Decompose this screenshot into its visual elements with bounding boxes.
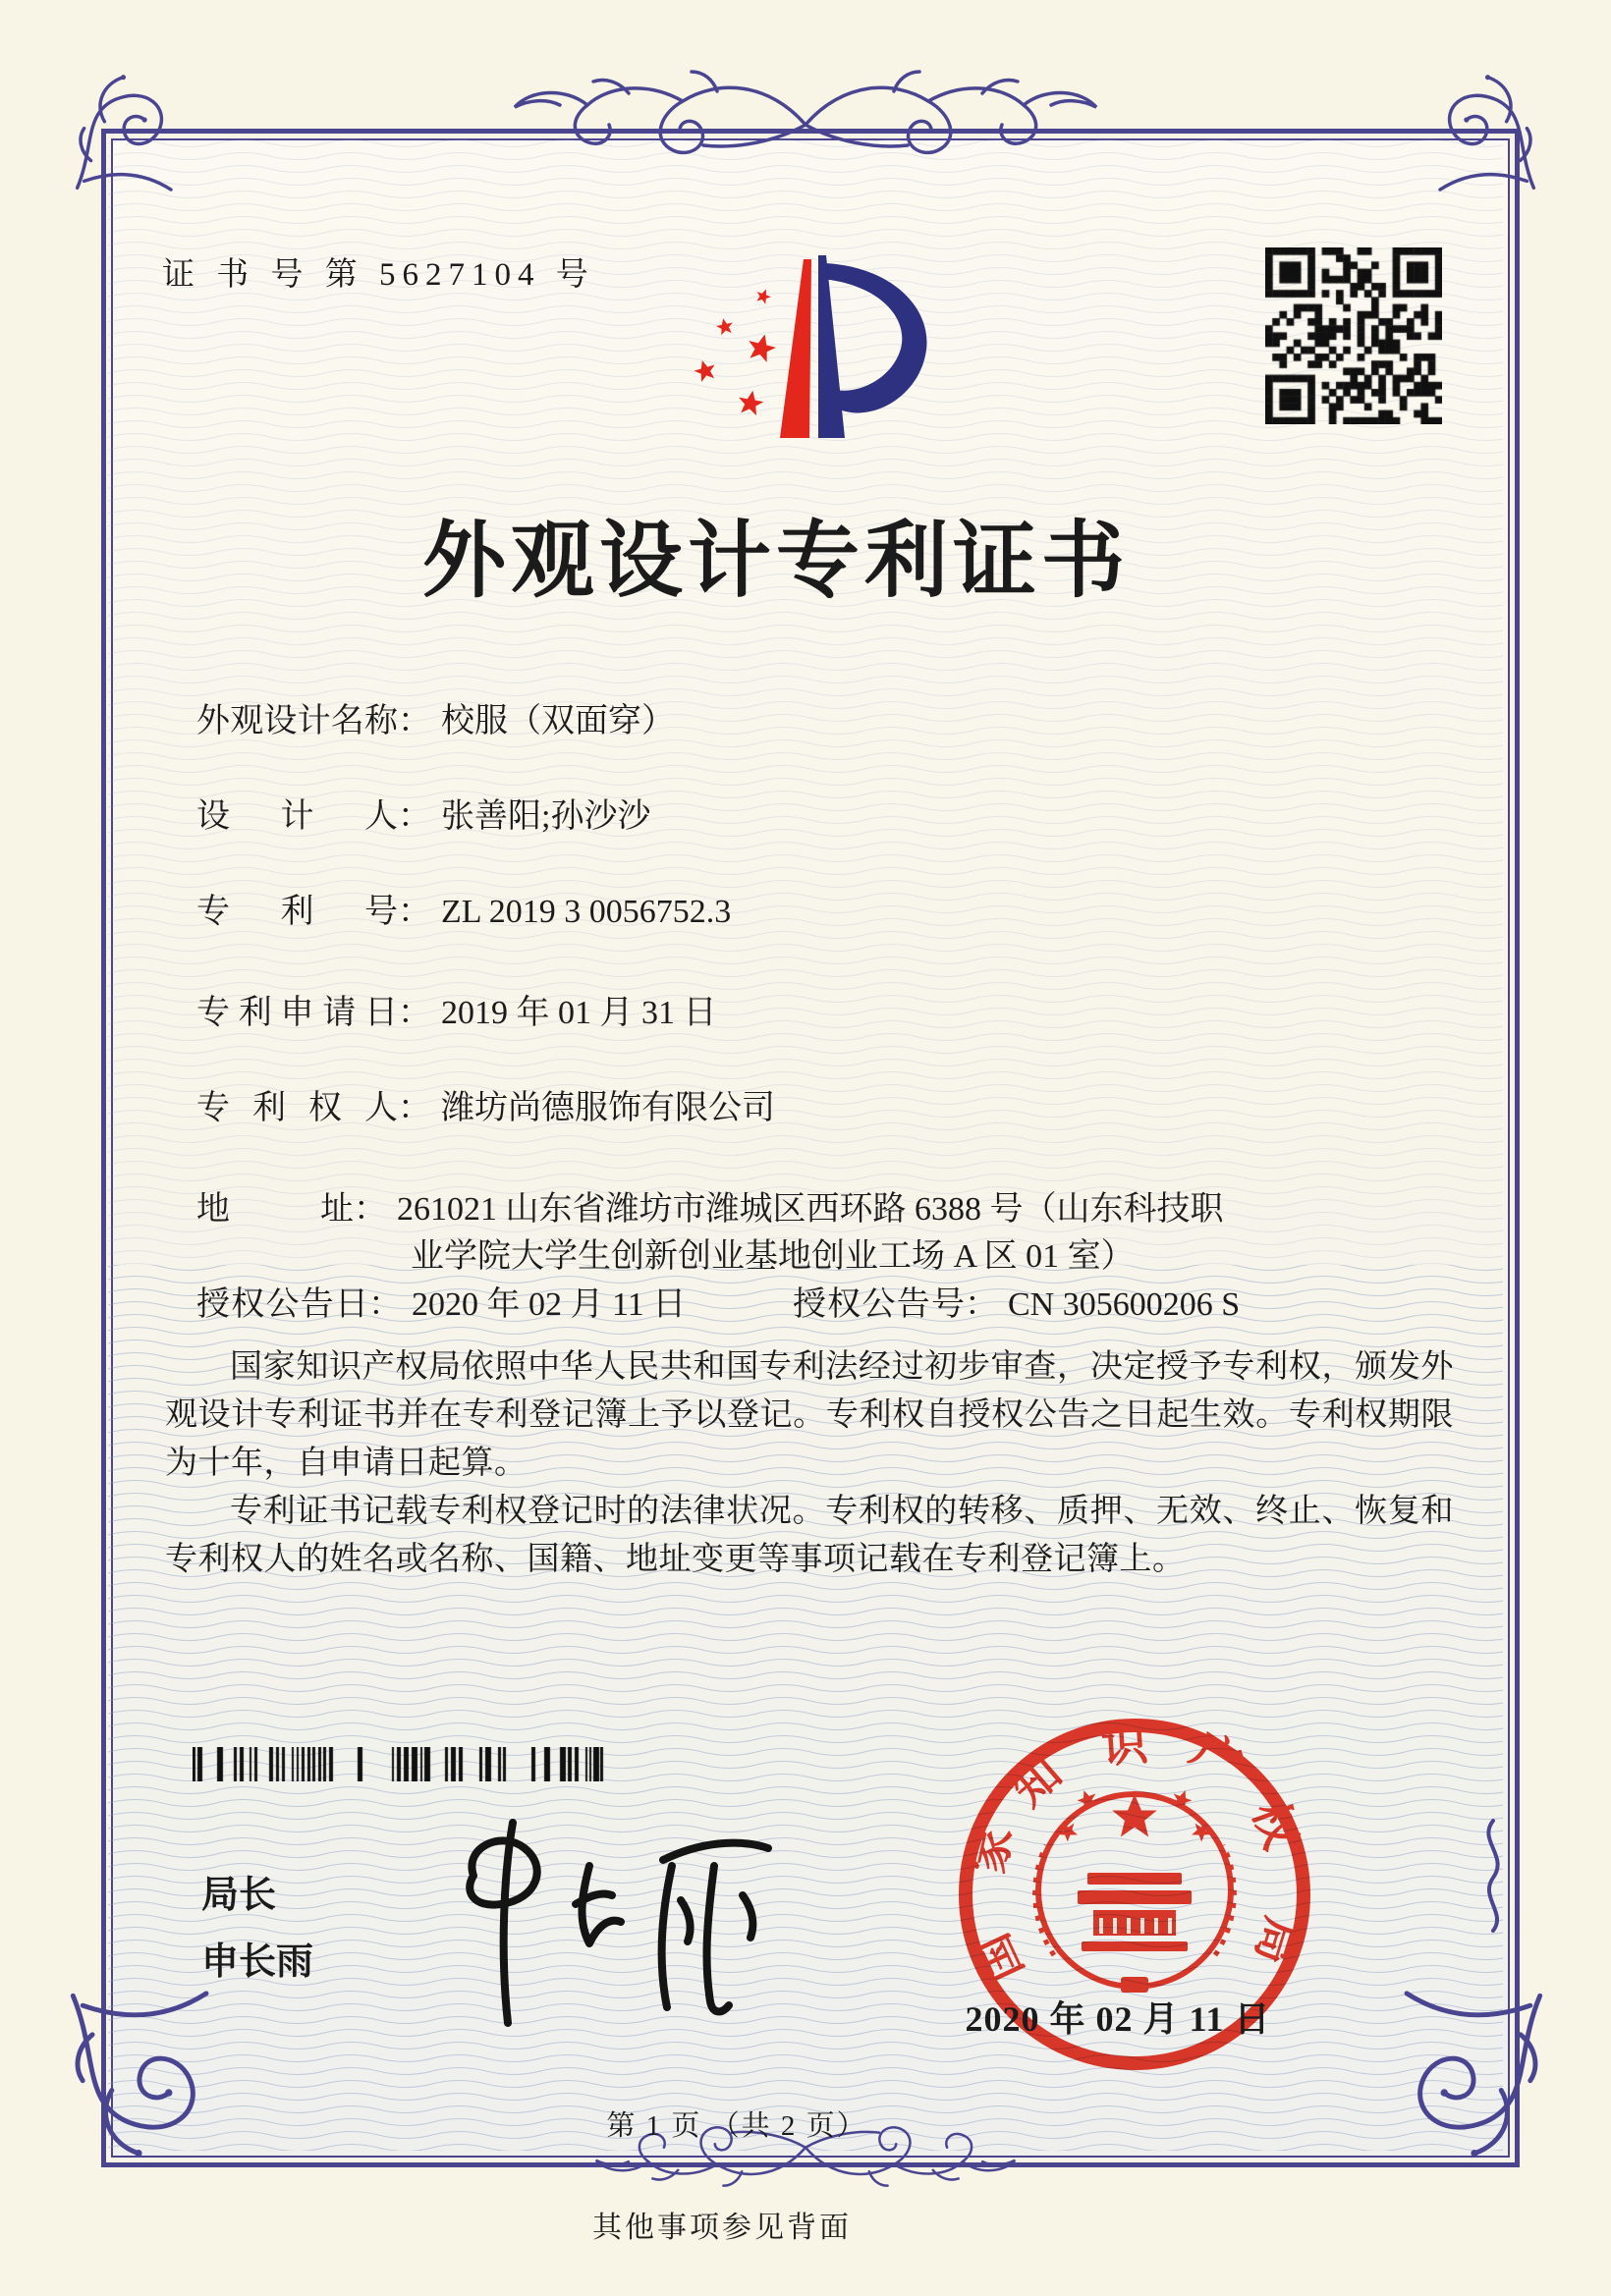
field-colon: ： [965,1286,998,1323]
field-value: ZL 2019 3 0056752.3 [441,894,732,930]
field-address [196,1181,1224,1230]
field-value-line1: 261021 山东省潍坊市潍城区西环路 6388 号（山东科技职 [397,1191,1224,1228]
dragon-ornament-top-border [472,54,1139,187]
field-label: 专利号 [196,894,398,930]
field-filing-date [196,985,717,1033]
seal-char: 产 [1182,1723,1250,1793]
field-colon: ： [398,894,431,930]
field-grant-number [793,1277,1240,1325]
certificate-title: 外观设计专利证书 [422,516,1131,608]
seal-char: 权 [1242,1794,1306,1856]
corner-ornament-bottom-left [61,1984,243,2165]
field-colon: ： [368,1286,402,1323]
field-colon: ： [398,1090,431,1126]
seal-char: 家 [963,1822,1023,1879]
field-value: 张善阳;孙沙沙 [441,798,651,835]
side-ornament-right-border [1472,1817,1515,1935]
field-value: 潍坊尚德服饰有限公司 [441,1090,775,1126]
field-label: 外观设计名称 [196,703,398,739]
seal-char: 国 [967,1926,1033,1990]
seal-char: 局 [1245,1911,1308,1971]
corner-ornament-top-right [1415,69,1542,196]
certificate-number: 证 书 号 第 5627104 号 [162,257,595,293]
seal-date: 2020 年 02 月 11 日 [965,1999,1271,2039]
field-value: 2019 年 01 月 31 日 [441,995,717,1031]
qr-code [1265,247,1442,424]
barcode [193,1747,605,1781]
commissioner-role-label: 局长 [201,1875,277,1916]
field-label: 专利申请日 [196,995,398,1031]
field-design-name [196,693,675,741]
field-colon: ： [398,995,431,1031]
commissioner-name-label: 申长雨 [201,1941,314,1983]
field-label: 设计人 [196,798,398,835]
commissioner-signature [442,1805,835,2041]
field-colon: ： [354,1191,387,1228]
page-number: 第 1 页 （共 2 页） [606,2110,867,2142]
field-value: 校服（双面穿） [441,703,675,739]
field-value: CN 305600206 S [1008,1286,1241,1323]
field-designer [196,789,650,837]
legal-text [165,1343,1454,1584]
field-label: 授权公告日 [196,1286,368,1323]
seal-char: 知 [1003,1747,1072,1817]
field-colon: ： [398,703,431,739]
cnipa-logo [660,234,984,448]
legal-paragraph-2: 专利证书记载专利权登记时的法律状况。专利权的转移、质押、无效、终止、恢复和专利权人的姓名或名称、国籍、地址变更等事项记载在专利登记簿上。 [165,1494,1454,1577]
field-patentee [196,1080,775,1128]
field-grant [196,1277,1241,1325]
legal-paragraph-1: 国家知识产权局依照中华人民共和国专利法经过初步审查，决定授予专利权，颁发外观设计专利证书并在专利登记簿上予以登记。专利权自授权公告之日起生效。专利权期限为十年，自申请日起算。 [165,1349,1454,1481]
field-value: 2020 年 02 月 11 日 [412,1286,687,1323]
field-patent-number [196,884,731,932]
corner-ornament-bottom-right [1370,1984,1552,2165]
field-label: 专利权人 [196,1090,398,1126]
back-side-note: 其他事项参见背面 [592,2212,852,2244]
field-address-line2: 业学院大学生创新创业基地创业工场 A 区 01 室） [411,1238,1135,1275]
field-colon: ： [398,798,431,835]
field-label: 地址 [196,1191,354,1228]
field-label: 授权公告号 [793,1286,965,1323]
seal-char: 识 [1099,1719,1150,1774]
corner-ornament-top-left [69,69,196,196]
